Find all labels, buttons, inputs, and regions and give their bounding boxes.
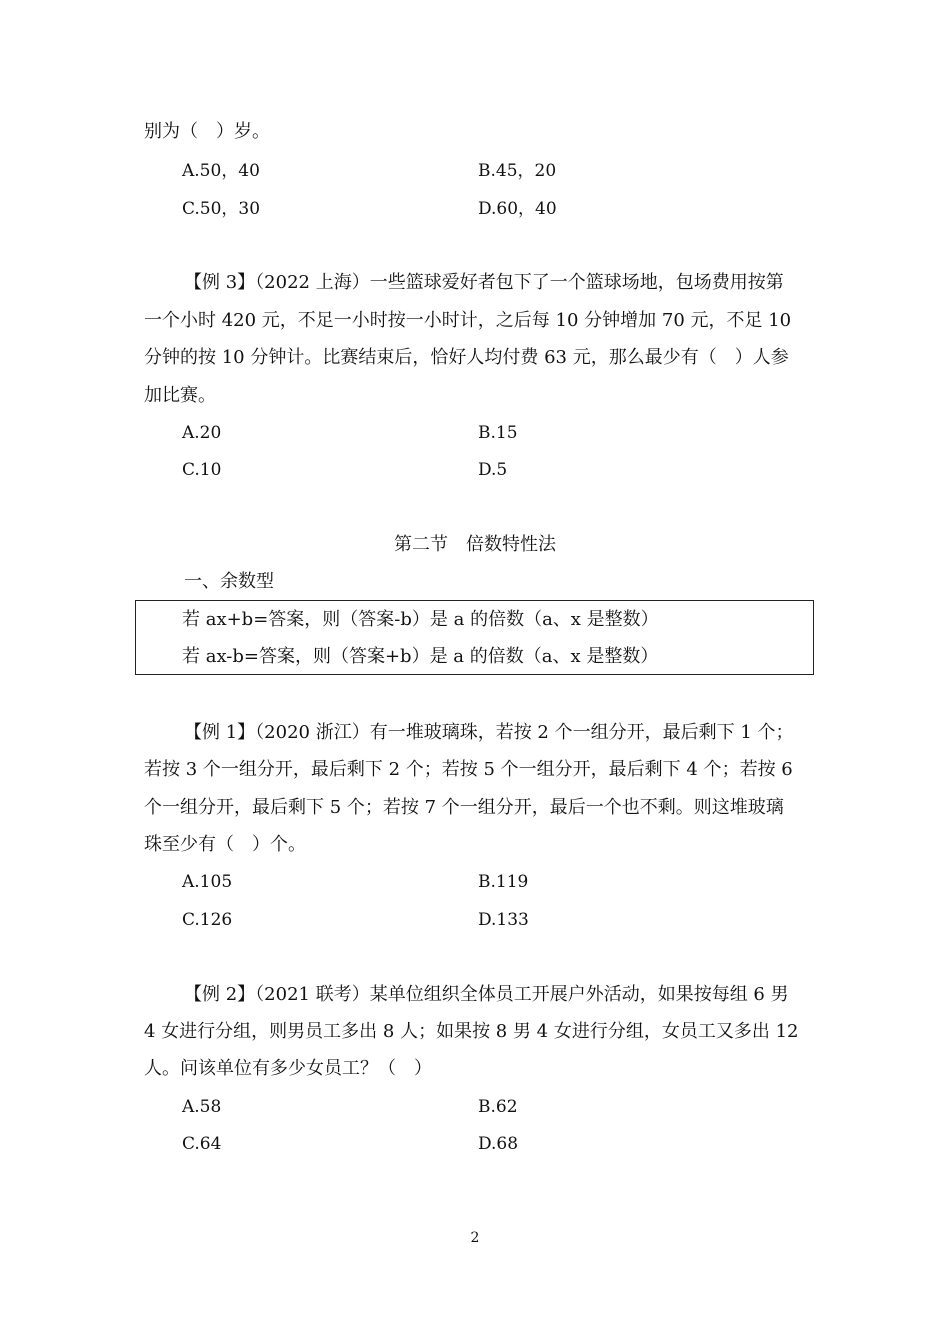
example3-option-d: D.5 [478, 460, 508, 480]
example1-option-d: D.133 [478, 910, 529, 930]
example2-option-a: A.58 [182, 1097, 222, 1117]
example2-line-1: 【例 2】（2021 联考）某单位组织全体员工开展户外活动，如果按每组 6 男 [184, 984, 789, 1005]
prev-question-tail: 别为（ ）岁。 [144, 121, 270, 142]
rule-line-2: 若 ax-b=答案，则（答案+b）是 a 的倍数（a、x 是整数） [182, 646, 659, 667]
example2-line-3: 人。问该单位有多少女员工？（ ） [144, 1058, 432, 1079]
example1-line-2: 若按 3 个一组分开，最后剩下 2 个；若按 5 个一组分开，最后剩下 4 个；若按 6 [144, 759, 793, 780]
example1-line-1: 【例 1】（2020 浙江）有一堆玻璃珠，若按 2 个一组分开，最后剩下 1 个； [184, 722, 794, 743]
rule-box [135, 600, 814, 675]
prev-option-a: A.50，40 [182, 161, 260, 181]
section-title: 第二节 倍数特性法 [394, 534, 556, 555]
example3-line-2: 一个小时 420 元，不足一小时按一小时计，之后每 10 分钟增加 70 元，不足 10 [144, 310, 792, 331]
example3-option-c: C.10 [182, 460, 222, 480]
example2-option-b: B.62 [478, 1097, 518, 1117]
prev-option-c: C.50，30 [182, 199, 261, 219]
example2-option-c: C.64 [182, 1134, 222, 1154]
example1-line-3: 个一组分开，最后剩下 5 个；若按 7 个一组分开，最后一个也不剩。则这堆玻璃 [144, 797, 784, 818]
section-subtitle: 一、余数型 [184, 571, 274, 592]
example3-option-a: A.20 [182, 423, 222, 443]
example2-option-d: D.68 [478, 1134, 519, 1154]
prev-option-b: B.45，20 [478, 161, 557, 181]
example1-option-c: C.126 [182, 910, 233, 930]
example1-option-b: B.119 [478, 872, 529, 892]
rule-line-1: 若 ax+b=答案，则（答案-b）是 a 的倍数（a、x 是整数） [182, 609, 659, 630]
example1-option-a: A.105 [182, 872, 233, 892]
example3-line-3: 分钟的按 10 分钟计。比赛结束后，恰好人均付费 63 元，那么最少有（ ）人参 [144, 347, 789, 368]
example3-line-1: 【例 3】（2022 上海）一些篮球爱好者包下了一个篮球场地，包场费用按第 [184, 272, 784, 293]
example2-line-2: 4 女进行分组，则男员工多出 8 人；如果按 8 男 4 女进行分组，女员工又多出 12 [144, 1021, 799, 1042]
page-number: 2 [470, 1230, 480, 1246]
example3-line-4: 加比赛。 [144, 385, 216, 406]
example1-line-4: 珠至少有（ ）个。 [144, 834, 306, 855]
example3-option-b: B.15 [478, 423, 518, 443]
prev-option-d: D.60，40 [478, 199, 557, 219]
